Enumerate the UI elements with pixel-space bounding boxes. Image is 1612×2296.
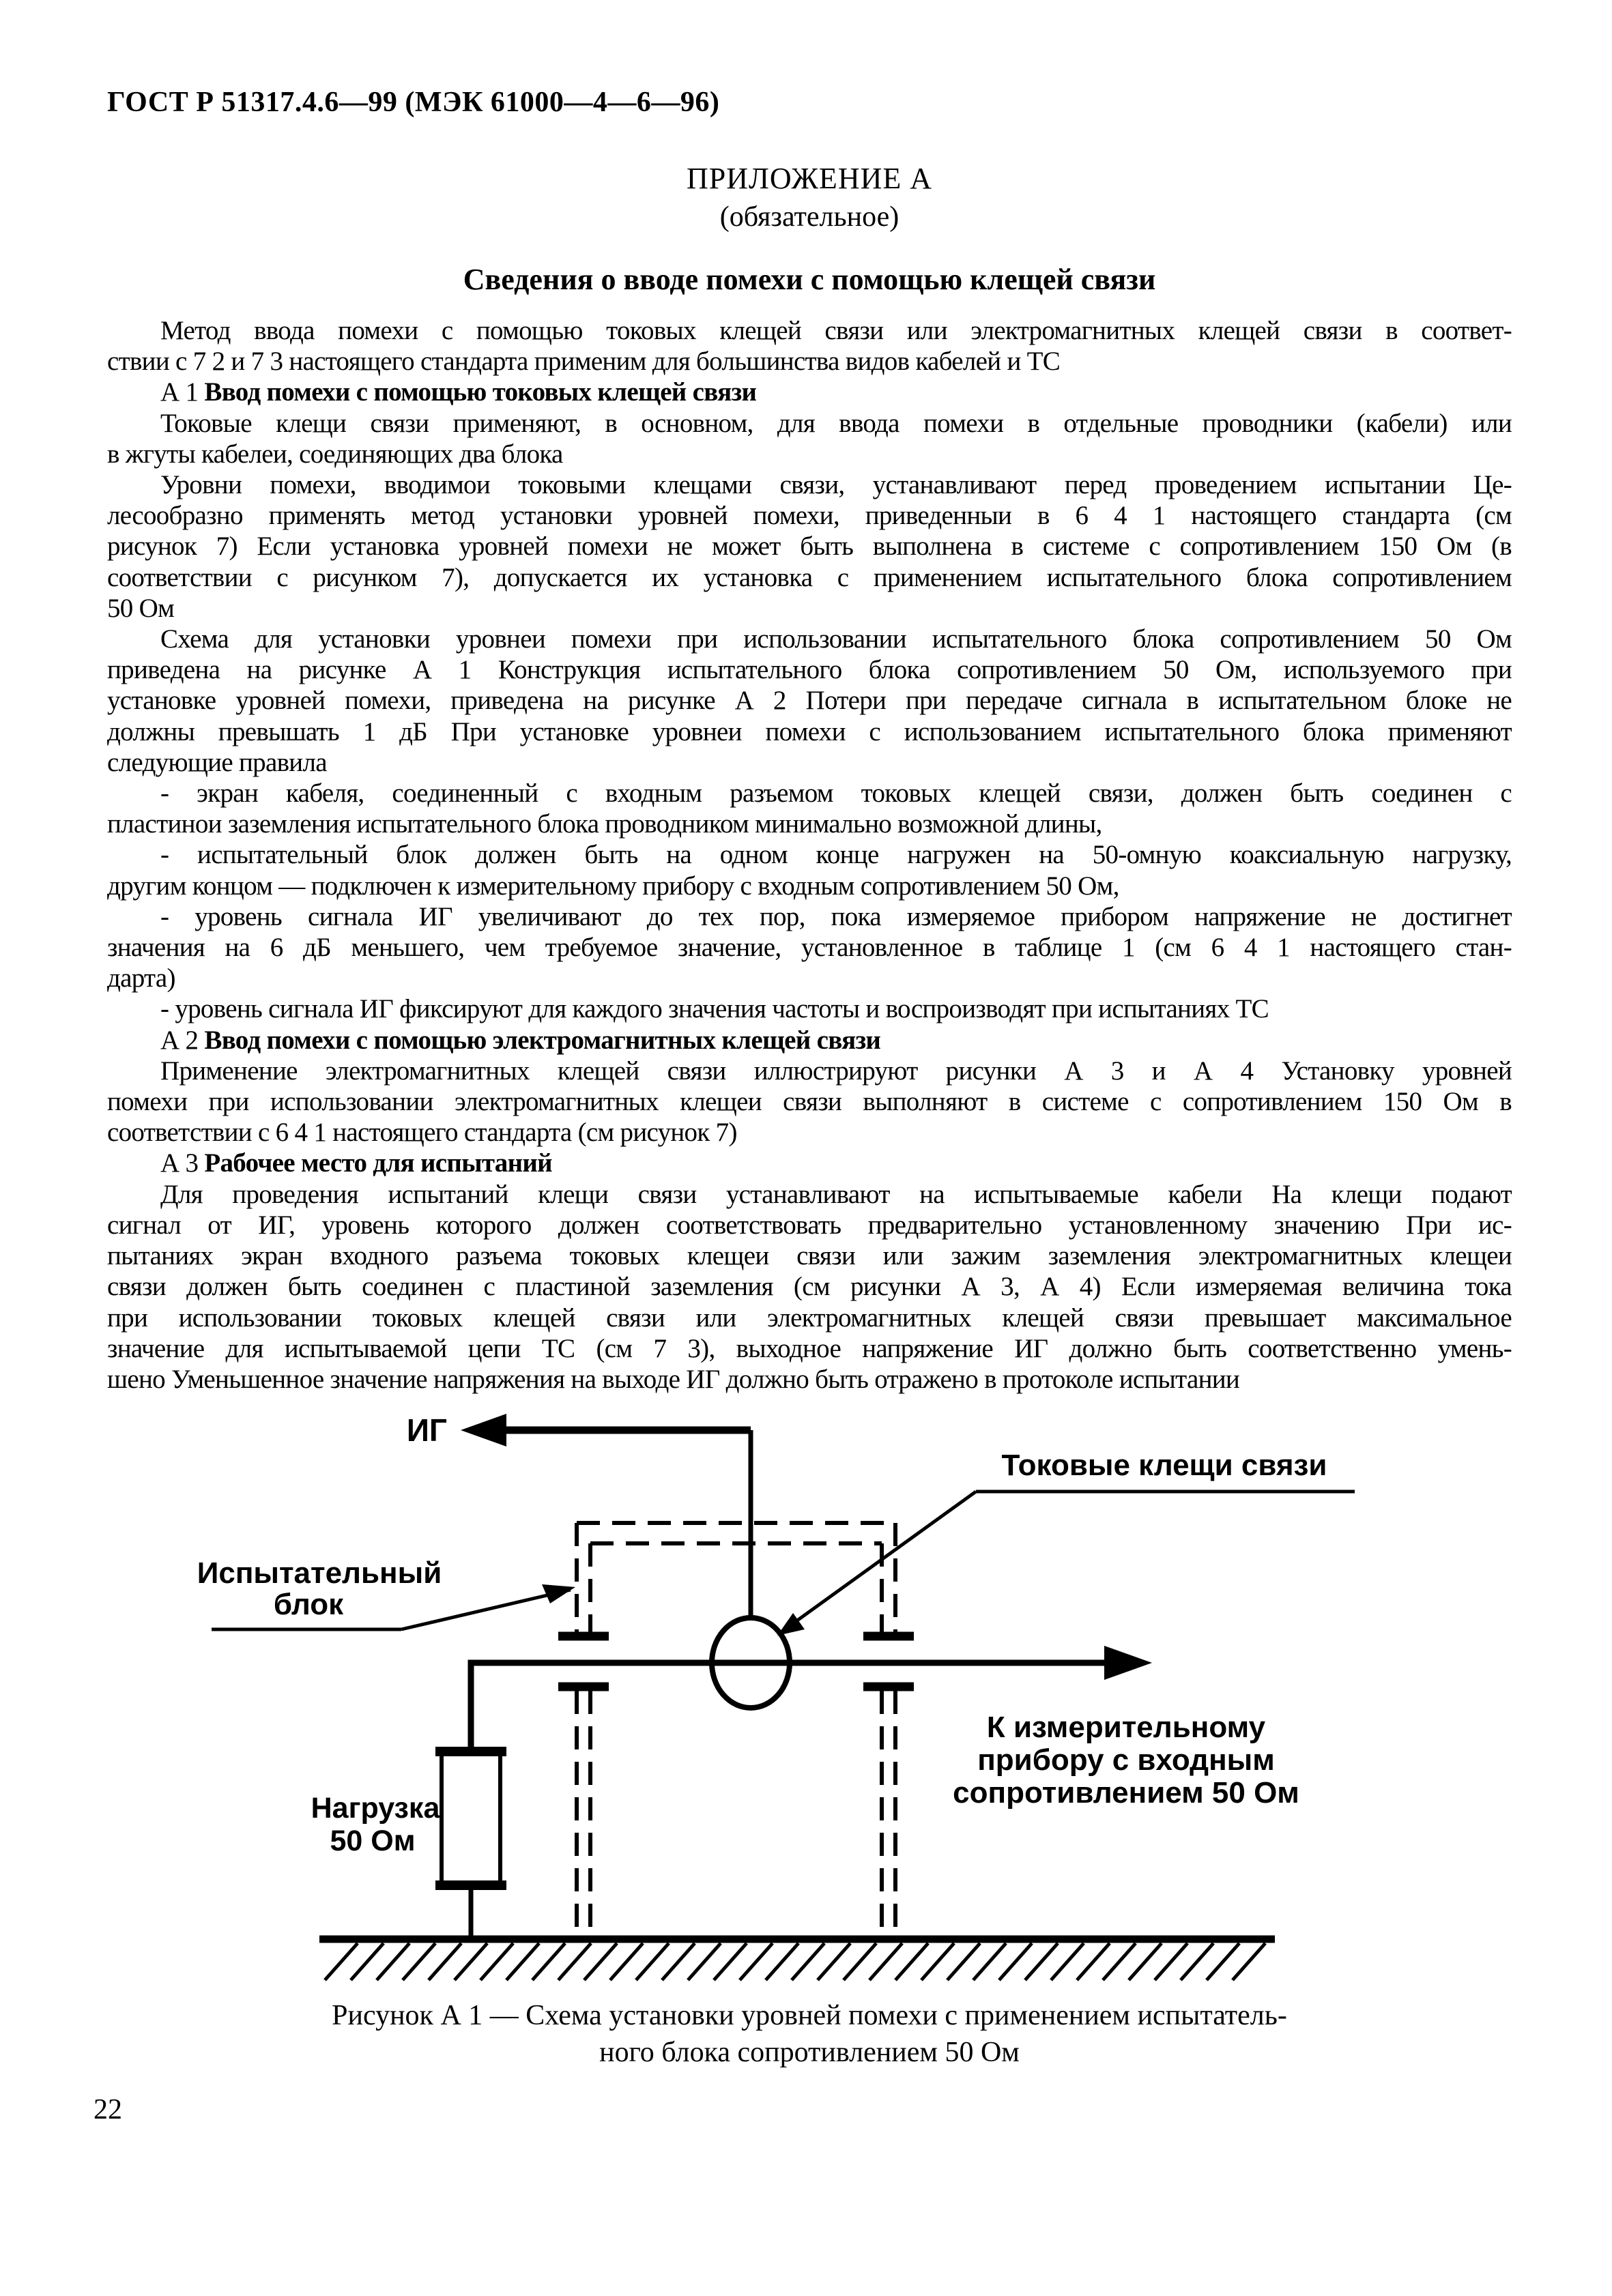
load-label-line1: Нагрузка [311,1792,440,1825]
appendix-subtitle: (обязательное) [719,201,899,233]
text-line: значение для испытываемой цепи ТС (см 7 3), выходное напряжение ИГ должно быть соответственно умень- [107,1333,1512,1363]
clause-number: А 2 [160,1025,205,1055]
page-header: ГОСТ Р 51317.4.6—99 (МЭК 61000—4—6—96) [107,87,720,118]
text-line: Для проведения испытаний клещи связи устанавливают на испытываемые кабели На клещи подают [160,1179,1512,1209]
figure-caption-line1: Рисунок А 1 — Схема установки уровней помехи с применением испытатель- [332,2000,1287,2031]
cable-arrowhead [1104,1646,1152,1680]
clause-title: Рабочее место для испытаний [204,1148,552,1178]
meter-label-line2: прибору с входным [977,1743,1275,1777]
text-line: Метод ввода помехи с помощью токовых клещей связи или электромагнитных клещей связи в соответ- [160,316,1512,345]
text-line: дарта) [107,963,175,993]
test-block-label-line2: блок [273,1588,344,1621]
text-line: Токовые клещи связи применяют, в основном, для ввода помехи в отдельные проводники (кабели) или [160,408,1512,438]
text-line: помехи при использовании электромагнитных клещеи связи выполняют в системе с сопротивлением 150 Ом в [107,1087,1512,1117]
text-line: 50 Ом [107,593,175,623]
generator-label: ИГ [406,1412,447,1448]
text-line: ствии с 7 2 и 7 3 настоящего стандарта применим для большинства видов кабелей и ТС [107,347,1061,377]
clause-number: А 1 [160,377,205,407]
page-number: 22 [93,2094,122,2125]
text-line: соответствии с рисунком 7), допускается их установка с применением испытательного блока сопротивлением [107,562,1512,592]
text-line: приведена на рисунке А 1 Конструкция испытательного блока сопротивлением 50 Ом, используемого при [107,655,1512,685]
meter-label-line1: К измерительному [986,1711,1266,1744]
clamp-label: Токовые клещи связи [1001,1449,1327,1482]
text-line: должны превышать 1 дБ При установке уровнеи помехи с использованием испытательного блока применяют [107,716,1512,746]
text-line: Схема для установки уровнеи помехи при использовании испытательного блока сопротивлением 50 Ом [160,624,1512,654]
text-line: связи должен быть соединен с пластиной заземления (см рисунки А 3, А 4) Если измеряемая величина тока [107,1272,1512,1302]
body-text [107,315,1512,1395]
section-title: Сведения о вводе помехи с помощью клещей связи [463,263,1156,296]
appendix-title: ПРИЛОЖЕНИЕ А [686,162,933,195]
text-line: Уровни помехи, вводимои токовыми клещами связи, устанавливают перед проведением испытании Це- [160,470,1512,500]
text-line: другим концом — подключен к измерительному прибору с входным сопротивлением 50 Ом, [107,871,1119,901]
text-line: соответствии с 6 4 1 настоящего стандарта (см рисунок 7) [107,1118,737,1148]
text-line: лесообразно применять метод установки уровней помехи, приведенныи в 6 4 1 настоящего стандарта (см [107,501,1512,531]
clause-heading [107,1148,1512,1178]
text-line: - уровень сигнала ИГ увеличивают до тех пор, пока измеряемое прибором напряжение не достигнет [160,901,1512,931]
clamp-leader-line [785,1492,976,1629]
text-line: сигнал от ИГ, уровень которого должен соответствовать предварительно установленному значению При ис- [107,1210,1512,1240]
text-line: - экран кабеля, соединенный с входным разъемом токовых клещей связи, должен быть соединен с [160,779,1512,809]
test-block-label-line1: Испытательный [197,1556,442,1590]
meter-label-line3: сопротивлением 50 Ом [953,1776,1299,1810]
clause-number: А 3 [160,1148,205,1178]
clause-title: Ввод помехи с помощью электромагнитных клещей связи [204,1025,881,1055]
clause-title: Ввод помехи с помощью токовых клещей связи [204,377,757,407]
text-line: шено Уменьшенное значение напряжения на выходе ИГ должно быть отражено в протоколе испытании [107,1364,1240,1394]
text-line: - испытательный блок должен быть на одном конце нагружен на 50-омную коаксиальную нагрузку, [160,840,1512,870]
load-resistor [442,1752,500,1885]
text-line: при использовании токовых клещей связи или электромагнитных клещей связи превышает максимальное [107,1303,1512,1333]
text-line: пластинои заземления испытательного блока проводником минимально возможной длины, [107,809,1102,839]
clause-heading [107,377,1512,407]
text-line: Применение электромагнитных клещей связи иллюстрируют рисунки А 3 и А 4 Установку уровней [160,1056,1512,1086]
clause-heading [107,1025,1512,1056]
ground-hatching [325,1943,1265,1980]
text-line: пытаниях экран входного разъема токовых клещеи связи или зажим заземления электромагнитных клещеи [107,1241,1512,1271]
figure-a1-diagram [0,1392,1612,2006]
text-line: значения на 6 дБ меньшего, чем требуемое значение, установленное в таблице 1 (см 6 4 1 настоящего стан- [107,933,1512,963]
text-line: - уровень сигнала ИГ фиксируют для каждого значения частоты и воспроизводят при испытаниях ТС [160,994,1269,1024]
text-line: в жгуты кабелеи, соединяющих два блока [107,439,563,469]
test-block-leader-line [401,1590,571,1629]
text-line: следующие правила [107,747,327,777]
figure-caption-line2: ного блока сопротивлением 50 Ом [599,2037,1020,2068]
load-label-line2: 50 Ом [330,1825,416,1857]
text-line: установке уровней помехи, приведена на рисунке А 2 Потери при передаче сигнала в испытательном блоке не [107,686,1512,716]
test-block-leader-arrowhead [542,1584,575,1603]
text-line: рисунок 7) Если установка уровней помехи не может быть выполнена в системе с сопротивлением 150 Ом (в [107,532,1512,562]
generator-arrowhead [461,1414,506,1447]
